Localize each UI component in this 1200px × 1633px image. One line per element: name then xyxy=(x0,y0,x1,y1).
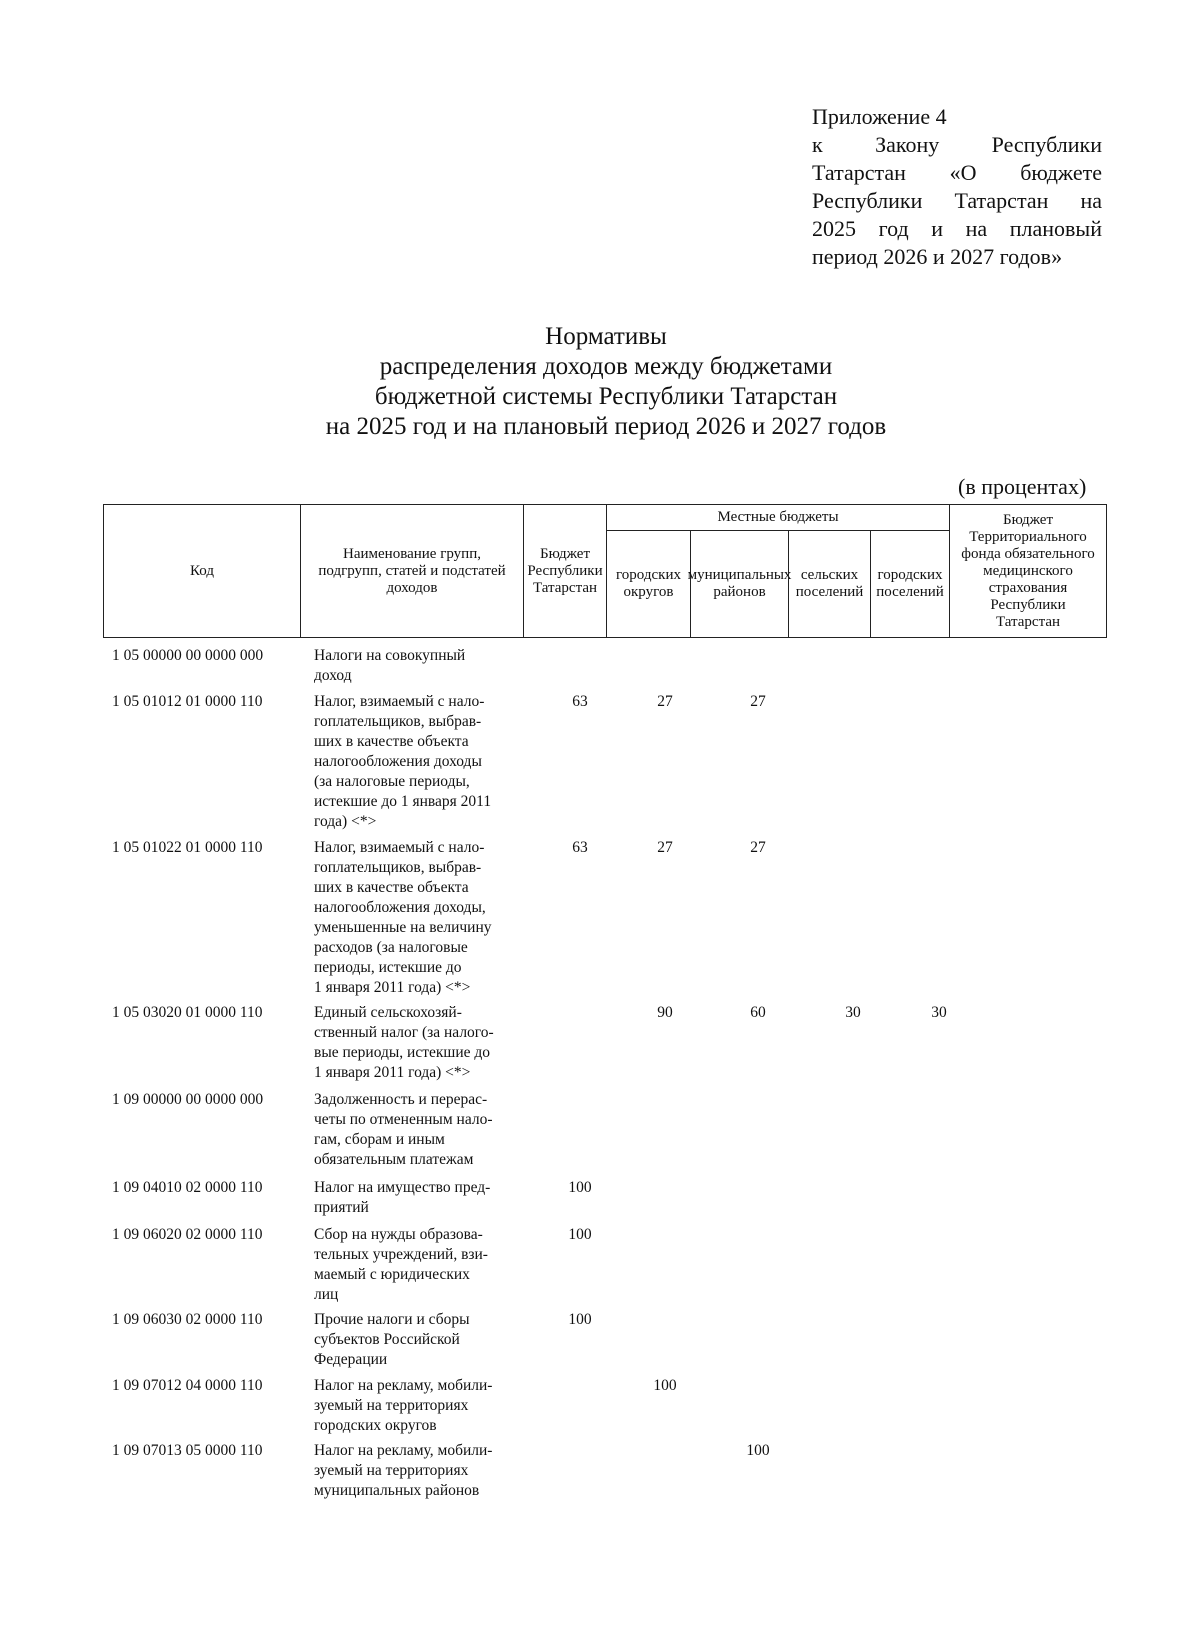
value-rural-settlements: 30 xyxy=(845,1004,861,1021)
name-line: гам, сборам и иным xyxy=(314,1131,445,1148)
name-line: четы по отмененным нало- xyxy=(314,1111,493,1128)
row-code: 1 05 01012 01 0000 110 xyxy=(112,693,263,710)
name-line: налогообложения доходы, xyxy=(314,899,486,916)
value-municipal-districts: 27 xyxy=(750,693,766,710)
value-rt-budget: 100 xyxy=(568,1226,592,1243)
name-line: Федерации xyxy=(314,1351,388,1368)
units-note: (в процентах) xyxy=(958,474,1087,499)
row-code: 1 05 01022 01 0000 110 xyxy=(112,839,263,856)
name-line: гоплательщиков, выбрав- xyxy=(314,859,482,876)
name-line: 1 января 2011 года) <*> xyxy=(314,979,471,996)
row-code: 1 09 04010 02 0000 110 xyxy=(112,1179,263,1196)
header-rt-budget: Бюджет Республики Татарстан xyxy=(523,504,607,638)
name-line: года) <*> xyxy=(314,813,377,830)
value-rt-budget: 63 xyxy=(572,839,588,856)
name-line: маемый с юридических xyxy=(314,1266,470,1283)
header-city-districts: городских округов xyxy=(606,530,691,638)
name-line: 1 января 2011 года) <*> xyxy=(314,1064,471,1081)
title-line: на 2025 год и на плановый период 2026 и 2027 годов xyxy=(325,413,887,440)
row-code: 1 05 00000 00 0000 000 xyxy=(112,647,264,664)
header-urban-settlements: городских поселений xyxy=(870,530,950,638)
header-name: Наименование групп, подгрупп, статей и подстатей доходов xyxy=(300,504,524,638)
row-code: 1 09 06030 02 0000 110 xyxy=(112,1311,263,1328)
value-rt-budget: 63 xyxy=(572,693,588,710)
name-line: Налоги на совокупный xyxy=(314,647,466,664)
value-rt-budget: 100 xyxy=(568,1179,592,1196)
row-name xyxy=(314,646,530,686)
name-line: налогообложения доходы xyxy=(314,753,482,770)
annex-line: Татарстан «О бюджете xyxy=(812,160,1102,185)
value-city-districts: 100 xyxy=(653,1377,677,1394)
value-municipal-districts: 27 xyxy=(750,839,766,856)
header-tfoms: Бюджет Территориального фонда обязательного медицинского страхования Республики Татарстан xyxy=(949,504,1107,638)
row-name xyxy=(314,1310,530,1370)
name-line: муниципальных районов xyxy=(314,1482,480,1499)
name-line: вые периоды, истекшие до xyxy=(314,1044,491,1061)
value-city-districts: 90 xyxy=(657,1004,673,1021)
value-rt-budget: 100 xyxy=(568,1311,592,1328)
name-line: Сбор на нужды образова- xyxy=(314,1226,483,1243)
row-code: 1 09 06020 02 0000 110 xyxy=(112,1226,263,1243)
annex-line: к Закону Республики xyxy=(812,132,1102,157)
name-line: Задолженность и перерас- xyxy=(314,1091,488,1108)
name-line: Налог, взимаемый с нало- xyxy=(314,839,485,856)
name-line: городских округов xyxy=(314,1417,437,1434)
value-city-districts: 27 xyxy=(657,839,673,856)
row-code: 1 09 07012 04 0000 110 xyxy=(112,1377,263,1394)
value-municipal-districts: 100 xyxy=(746,1442,770,1459)
name-line: ственный налог (за налого- xyxy=(314,1024,494,1041)
name-line: тельных учреждений, взи- xyxy=(314,1246,488,1263)
annex-line: 2025 год и на плановый xyxy=(812,216,1102,241)
name-line: доход xyxy=(314,667,352,684)
name-line: периоды, истекшие до xyxy=(314,959,462,976)
annex-block xyxy=(812,103,1102,271)
name-line: ших в качестве объекта xyxy=(314,879,469,896)
header-local-budgets: Местные бюджеты xyxy=(606,504,950,531)
row-name xyxy=(314,1225,530,1305)
value-city-districts: 27 xyxy=(657,693,673,710)
name-line: лиц xyxy=(314,1286,339,1303)
name-line: Прочие налоги и сборы xyxy=(314,1311,470,1328)
row-name xyxy=(314,1003,530,1083)
annex-line: период 2026 и 2027 годов» xyxy=(812,244,1063,269)
header-code: Код xyxy=(103,504,301,638)
name-line: Налог на рекламу, мобили- xyxy=(314,1377,493,1394)
name-line: Налог на имущество пред- xyxy=(314,1179,491,1196)
name-line: обязательным платежам xyxy=(314,1151,474,1168)
name-line: (за налоговые периоды, xyxy=(314,773,470,790)
row-name xyxy=(314,692,530,832)
name-line: уменьшенные на величину xyxy=(314,919,492,936)
name-line: ших в качестве объекта xyxy=(314,733,469,750)
value-municipal-districts: 60 xyxy=(750,1004,766,1021)
document-title xyxy=(0,322,1200,442)
name-line: Налог на рекламу, мобили- xyxy=(314,1442,493,1459)
header-rural-settlements: сельских поселений xyxy=(788,530,871,638)
annex-line: Республики Татарстан на xyxy=(812,188,1102,213)
name-line: Налог, взимаемый с нало- xyxy=(314,693,485,710)
header-municipal-districts: муниципальных районов xyxy=(690,530,789,638)
name-line: зуемый на территориях xyxy=(314,1462,469,1479)
row-name xyxy=(314,1090,530,1170)
name-line: Единый сельскохозяй- xyxy=(314,1004,462,1021)
name-line: истекшие до 1 января 2011 xyxy=(314,793,492,810)
row-name xyxy=(314,1178,530,1218)
name-line: расходов (за налоговые xyxy=(314,939,468,956)
row-code: 1 09 00000 00 0000 000 xyxy=(112,1091,264,1108)
title-line: Нормативы xyxy=(545,323,667,350)
title-line: распределения доходов между бюджетами xyxy=(379,353,833,380)
row-name xyxy=(314,1441,530,1501)
row-code: 1 05 03020 01 0000 110 xyxy=(112,1004,263,1021)
value-urban-settlements: 30 xyxy=(931,1004,947,1021)
name-line: гоплательщиков, выбрав- xyxy=(314,713,482,730)
annex-line: Приложение 4 xyxy=(812,104,947,129)
name-line: субъектов Российской xyxy=(314,1331,460,1348)
name-line: зуемый на территориях xyxy=(314,1397,469,1414)
row-name xyxy=(314,838,530,998)
row-code: 1 09 07013 05 0000 110 xyxy=(112,1442,263,1459)
name-line: приятий xyxy=(314,1199,369,1216)
title-line: бюджетной системы Республики Татарстан xyxy=(374,383,838,410)
row-name xyxy=(314,1376,530,1436)
